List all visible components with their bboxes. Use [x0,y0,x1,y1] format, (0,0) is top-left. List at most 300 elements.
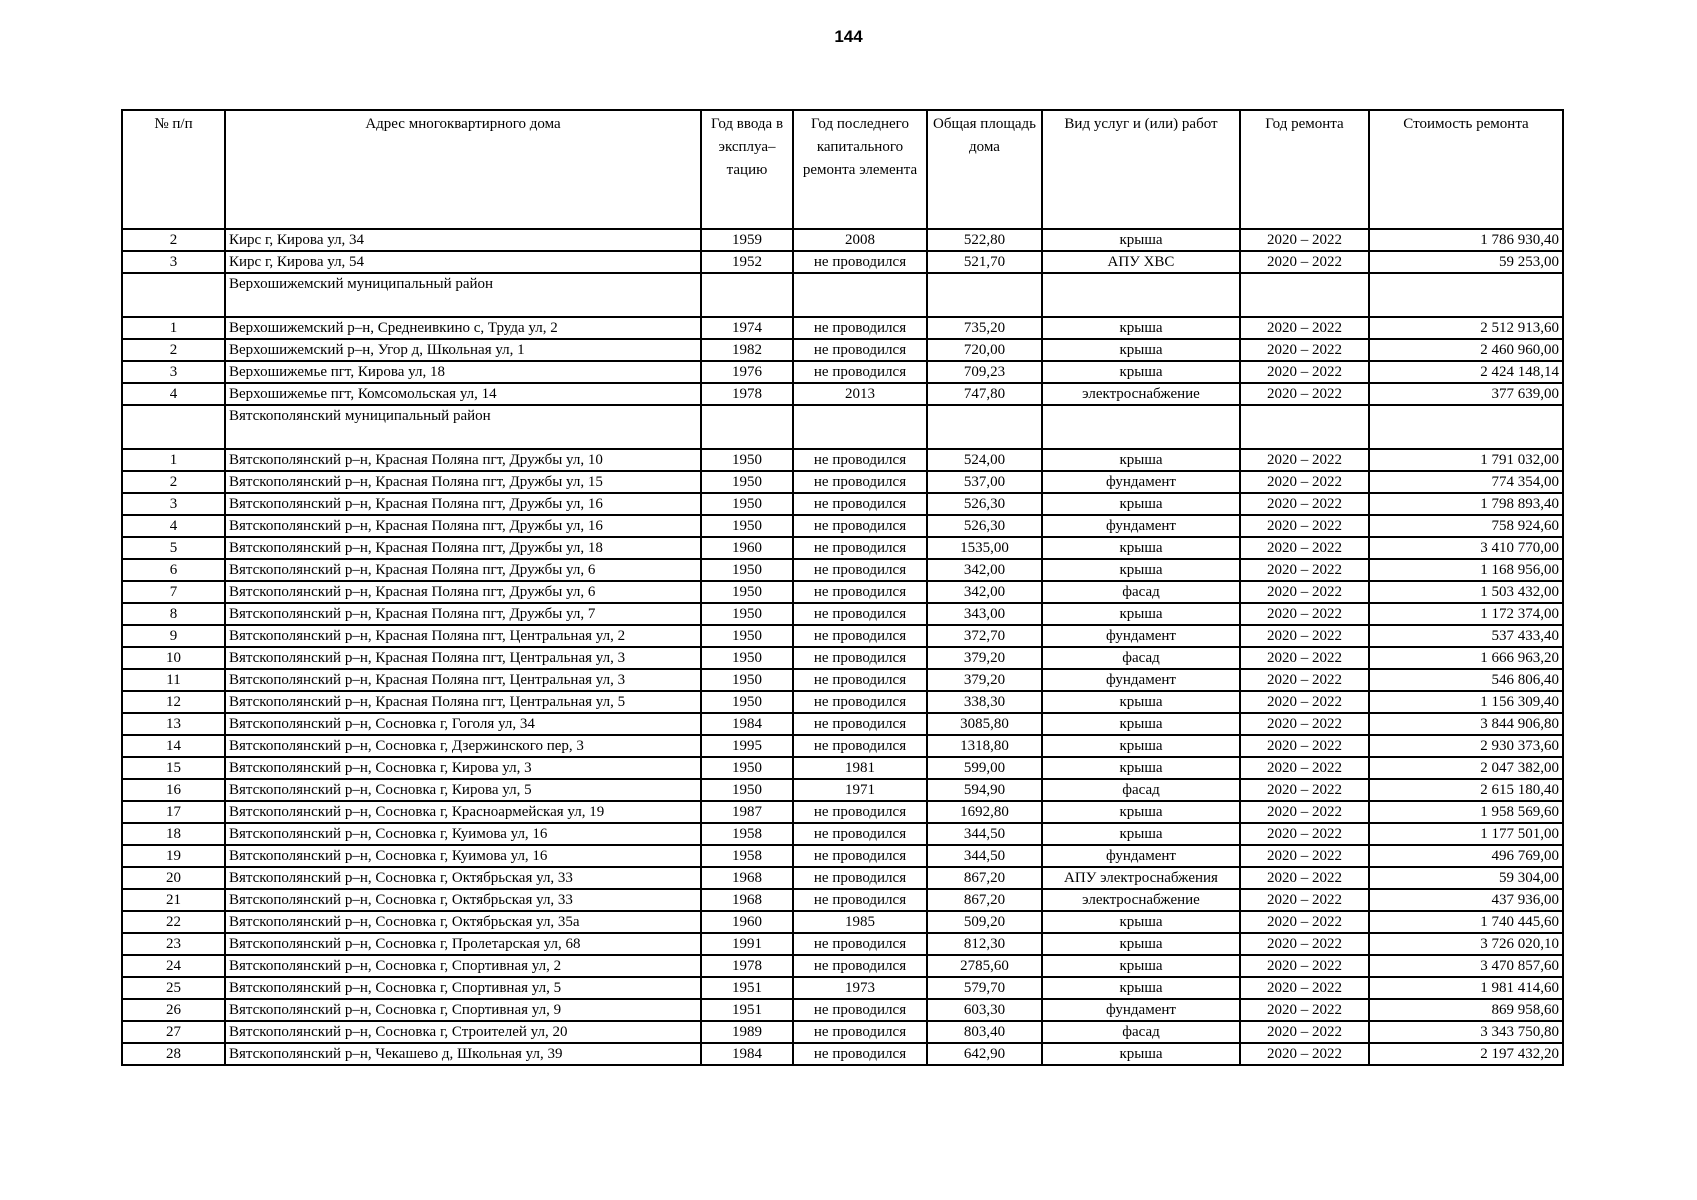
cell-year-built: 1968 [701,867,793,889]
cell-address: Вятскополянский р–н, Сосновка г, Спортивная ул, 2 [225,955,701,977]
cell-num: 16 [122,779,225,801]
cell-area: 379,20 [927,669,1042,691]
table-row [122,603,1563,625]
cell-last-repair: 2013 [793,383,927,405]
cell-service: крыша [1042,537,1240,559]
cell-year-built: 1950 [701,757,793,779]
cell-address: Вятскополянский р–н, Сосновка г, Куимова ул, 16 [225,823,701,845]
header-address: Адрес многоквартирного дома [225,110,701,229]
cell-address: Вятскополянский р–н, Красная Поляна пгт, Дружбы ул, 16 [225,515,701,537]
cell-cost: 2 460 960,00 [1369,339,1563,361]
cell-num: 4 [122,515,225,537]
cell-cost: 869 958,60 [1369,999,1563,1021]
table-row [122,339,1563,361]
cell-last-repair: не проводился [793,801,927,823]
cell-address: Верхошижемье пгт, Комсомольская ул, 14 [225,383,701,405]
header-cost: Стоимость ремонта [1369,110,1563,229]
table-row [122,317,1563,339]
cell-cost: 774 354,00 [1369,471,1563,493]
cell-area: 344,50 [927,823,1042,845]
cell-last-repair: не проводился [793,1043,927,1065]
cell-area: 526,30 [927,515,1042,537]
cell-address: Вятскополянский р–н, Красная Поляна пгт, Центральная ул, 3 [225,669,701,691]
table-row [122,867,1563,889]
cell-service: фундамент [1042,669,1240,691]
cell-service: АПУ ХВС [1042,251,1240,273]
cell-last-repair: 2008 [793,229,927,251]
cell-cost: 1 798 893,40 [1369,493,1563,515]
cell-area: 342,00 [927,559,1042,581]
cell-address: Вятскополянский р–н, Сосновка г, Кирова ул, 3 [225,757,701,779]
cell-address: Вятскополянский р–н, Красная Поляна пгт, Дружбы ул, 7 [225,603,701,625]
section-empty-cell [122,273,225,317]
cell-repair-year: 2020 – 2022 [1240,823,1369,845]
section-empty-cell [701,405,793,449]
cell-area: 522,80 [927,229,1042,251]
cell-repair-year: 2020 – 2022 [1240,911,1369,933]
section-empty-cell [1240,273,1369,317]
cell-repair-year: 2020 – 2022 [1240,625,1369,647]
cell-service: фундамент [1042,625,1240,647]
cell-address: Вятскополянский р–н, Красная Поляна пгт, Дружбы ул, 6 [225,581,701,603]
cell-last-repair: не проводился [793,449,927,471]
cell-service: крыша [1042,229,1240,251]
cell-year-built: 1976 [701,361,793,383]
cell-repair-year: 2020 – 2022 [1240,581,1369,603]
cell-cost: 1 503 432,00 [1369,581,1563,603]
table-row [122,625,1563,647]
cell-num: 24 [122,955,225,977]
cell-address: Вятскополянский р–н, Сосновка г, Октябрьская ул, 33 [225,867,701,889]
cell-area: 1535,00 [927,537,1042,559]
cell-last-repair: не проводился [793,691,927,713]
table-row [122,735,1563,757]
table-row [122,933,1563,955]
cell-last-repair: не проводился [793,251,927,273]
cell-repair-year: 2020 – 2022 [1240,757,1369,779]
cell-year-built: 1974 [701,317,793,339]
cell-num: 3 [122,493,225,515]
table-row [122,801,1563,823]
table-row [122,977,1563,999]
cell-num: 3 [122,251,225,273]
cell-cost: 496 769,00 [1369,845,1563,867]
cell-year-built: 1950 [701,691,793,713]
cell-year-built: 1950 [701,493,793,515]
cell-last-repair: не проводился [793,889,927,911]
cell-num: 19 [122,845,225,867]
cell-repair-year: 2020 – 2022 [1240,537,1369,559]
cell-last-repair: не проводился [793,735,927,757]
cell-address: Кирс г, Кирова ул, 54 [225,251,701,273]
cell-area: 372,70 [927,625,1042,647]
section-title: Верхошижемский муниципальный район [225,273,701,317]
cell-service: фасад [1042,1021,1240,1043]
cell-cost: 2 197 432,20 [1369,1043,1563,1065]
cell-repair-year: 2020 – 2022 [1240,559,1369,581]
cell-year-built: 1989 [701,1021,793,1043]
cell-year-built: 1950 [701,647,793,669]
cell-service: крыша [1042,955,1240,977]
cell-last-repair: не проводился [793,361,927,383]
cell-repair-year: 2020 – 2022 [1240,801,1369,823]
cell-num: 11 [122,669,225,691]
cell-num: 8 [122,603,225,625]
cell-num: 14 [122,735,225,757]
cell-address: Вятскополянский р–н, Красная Поляна пгт, Центральная ул, 3 [225,647,701,669]
cell-num: 20 [122,867,225,889]
cell-area: 594,90 [927,779,1042,801]
cell-last-repair: не проводился [793,647,927,669]
cell-cost: 1 168 956,00 [1369,559,1563,581]
section-row [122,273,1563,317]
cell-service: электроснабжение [1042,889,1240,911]
cell-service: крыша [1042,493,1240,515]
table-row [122,845,1563,867]
cell-service: крыша [1042,1043,1240,1065]
cell-repair-year: 2020 – 2022 [1240,691,1369,713]
section-empty-cell [793,273,927,317]
cell-num: 2 [122,471,225,493]
cell-cost: 2 615 180,40 [1369,779,1563,801]
cell-area: 537,00 [927,471,1042,493]
cell-last-repair: не проводился [793,581,927,603]
cell-service: крыша [1042,713,1240,735]
cell-cost: 1 666 963,20 [1369,647,1563,669]
cell-repair-year: 2020 – 2022 [1240,317,1369,339]
cell-year-built: 1984 [701,1043,793,1065]
cell-repair-year: 2020 – 2022 [1240,999,1369,1021]
cell-num: 1 [122,317,225,339]
cell-cost: 3 343 750,80 [1369,1021,1563,1043]
table-row [122,449,1563,471]
cell-address: Вятскополянский р–н, Сосновка г, Строителей ул, 20 [225,1021,701,1043]
cell-area: 867,20 [927,889,1042,911]
section-empty-cell [1369,273,1563,317]
table-row [122,955,1563,977]
cell-address: Вятскополянский р–н, Чекашево д, Школьная ул, 39 [225,1043,701,1065]
cell-num: 5 [122,537,225,559]
cell-last-repair: не проводился [793,603,927,625]
header-year-built: Год ввода в эксплуа–тацию [701,110,793,229]
cell-repair-year: 2020 – 2022 [1240,977,1369,999]
section-row [122,405,1563,449]
cell-num: 7 [122,581,225,603]
section-empty-cell [1042,405,1240,449]
cell-year-built: 1950 [701,515,793,537]
table-row [122,1021,1563,1043]
table-row [122,251,1563,273]
cell-num: 9 [122,625,225,647]
cell-year-built: 1952 [701,251,793,273]
cell-num: 21 [122,889,225,911]
cell-cost: 1 786 930,40 [1369,229,1563,251]
cell-service: крыша [1042,449,1240,471]
cell-num: 4 [122,383,225,405]
cell-area: 867,20 [927,867,1042,889]
cell-year-built: 1978 [701,383,793,405]
cell-service: крыша [1042,933,1240,955]
cell-year-built: 1960 [701,537,793,559]
cell-service: фасад [1042,581,1240,603]
table-body [122,229,1563,1065]
cell-num: 2 [122,339,225,361]
header-area: Общая площадь дома [927,110,1042,229]
section-empty-cell [927,273,1042,317]
cell-address: Вятскополянский р–н, Сосновка г, Октябрьская ул, 33 [225,889,701,911]
cell-area: 579,70 [927,977,1042,999]
cell-cost: 3 470 857,60 [1369,955,1563,977]
cell-address: Вятскополянский р–н, Красная Поляна пгт, Дружбы ул, 16 [225,493,701,515]
cell-address: Вятскополянский р–н, Красная Поляна пгт, Дружбы ул, 6 [225,559,701,581]
cell-service: фасад [1042,779,1240,801]
cell-service: крыша [1042,757,1240,779]
cell-repair-year: 2020 – 2022 [1240,383,1369,405]
cell-service: крыша [1042,603,1240,625]
cell-year-built: 1959 [701,229,793,251]
cell-last-repair: не проводился [793,845,927,867]
cell-area: 803,40 [927,1021,1042,1043]
cell-year-built: 1991 [701,933,793,955]
cell-year-built: 1958 [701,823,793,845]
header-repair-year: Год ремонта [1240,110,1369,229]
cell-last-repair: не проводился [793,515,927,537]
cell-area: 720,00 [927,339,1042,361]
cell-cost: 546 806,40 [1369,669,1563,691]
cell-repair-year: 2020 – 2022 [1240,449,1369,471]
cell-address: Вятскополянский р–н, Красная Поляна пгт, Дружбы ул, 15 [225,471,701,493]
cell-last-repair: 1971 [793,779,927,801]
cell-last-repair: не проводился [793,317,927,339]
cell-area: 509,20 [927,911,1042,933]
cell-address: Вятскополянский р–н, Красная Поляна пгт, Дружбы ул, 10 [225,449,701,471]
cell-year-built: 1950 [701,603,793,625]
section-empty-cell [1369,405,1563,449]
cell-num: 15 [122,757,225,779]
cell-service: крыша [1042,977,1240,999]
table-row [122,493,1563,515]
cell-repair-year: 2020 – 2022 [1240,515,1369,537]
cell-address: Вятскополянский р–н, Красная Поляна пгт, Центральная ул, 2 [225,625,701,647]
cell-area: 603,30 [927,999,1042,1021]
cell-last-repair: 1985 [793,911,927,933]
cell-service: фундамент [1042,471,1240,493]
cell-repair-year: 2020 – 2022 [1240,1043,1369,1065]
cell-last-repair: не проводился [793,669,927,691]
cell-year-built: 1960 [701,911,793,933]
cell-service: АПУ электроснабжения [1042,867,1240,889]
cell-repair-year: 2020 – 2022 [1240,251,1369,273]
cell-service: крыша [1042,801,1240,823]
cell-service: крыша [1042,339,1240,361]
table-row [122,537,1563,559]
cell-num: 1 [122,449,225,471]
cell-service: крыша [1042,823,1240,845]
cell-year-built: 1987 [701,801,793,823]
cell-year-built: 1968 [701,889,793,911]
table-row [122,691,1563,713]
cell-last-repair: не проводился [793,493,927,515]
cell-address: Вятскополянский р–н, Сосновка г, Спортивная ул, 5 [225,977,701,999]
cell-year-built: 1951 [701,977,793,999]
cell-area: 524,00 [927,449,1042,471]
cell-service: крыша [1042,361,1240,383]
table-row [122,911,1563,933]
page-number: 144 [834,27,863,46]
cell-address: Верхошижемье пгт, Кирова ул, 18 [225,361,701,383]
cell-num: 22 [122,911,225,933]
table-row [122,471,1563,493]
cell-area: 2785,60 [927,955,1042,977]
cell-area: 709,23 [927,361,1042,383]
cell-area: 343,00 [927,603,1042,625]
cell-year-built: 1950 [701,669,793,691]
cell-address: Вятскополянский р–н, Сосновка г, Пролетарская ул, 68 [225,933,701,955]
cell-address: Верхошижемский р–н, Угор д, Школьная ул, 1 [225,339,701,361]
cell-repair-year: 2020 – 2022 [1240,647,1369,669]
table-row [122,647,1563,669]
cell-cost: 1 958 569,60 [1369,801,1563,823]
cell-area: 344,50 [927,845,1042,867]
table-row [122,361,1563,383]
cell-repair-year: 2020 – 2022 [1240,471,1369,493]
table-row [122,229,1563,251]
cell-service: фундамент [1042,999,1240,1021]
cell-area: 1692,80 [927,801,1042,823]
cell-repair-year: 2020 – 2022 [1240,867,1369,889]
cell-cost: 537 433,40 [1369,625,1563,647]
cell-area: 1318,80 [927,735,1042,757]
cell-num: 18 [122,823,225,845]
cell-address: Вятскополянский р–н, Сосновка г, Спортивная ул, 9 [225,999,701,1021]
table-row [122,757,1563,779]
cell-year-built: 1984 [701,713,793,735]
cell-cost: 3 726 020,10 [1369,933,1563,955]
cell-cost: 3 410 770,00 [1369,537,1563,559]
cell-repair-year: 2020 – 2022 [1240,735,1369,757]
cell-service: фундамент [1042,845,1240,867]
cell-last-repair: не проводился [793,999,927,1021]
cell-num: 26 [122,999,225,1021]
cell-address: Кирс г, Кирова ул, 34 [225,229,701,251]
cell-area: 338,30 [927,691,1042,713]
section-empty-cell [793,405,927,449]
cell-num: 6 [122,559,225,581]
cell-area: 735,20 [927,317,1042,339]
cell-address: Верхошижемский р–н, Среднеивкино с, Труда ул, 2 [225,317,701,339]
cell-repair-year: 2020 – 2022 [1240,603,1369,625]
table-row [122,1043,1563,1065]
cell-last-repair: не проводился [793,713,927,735]
repair-registry-table [121,109,1564,1066]
cell-service: фундамент [1042,515,1240,537]
cell-cost: 1 740 445,60 [1369,911,1563,933]
cell-repair-year: 2020 – 2022 [1240,669,1369,691]
cell-cost: 1 156 309,40 [1369,691,1563,713]
cell-repair-year: 2020 – 2022 [1240,339,1369,361]
cell-repair-year: 2020 – 2022 [1240,229,1369,251]
cell-service: крыша [1042,691,1240,713]
cell-area: 379,20 [927,647,1042,669]
cell-service: крыша [1042,735,1240,757]
cell-cost: 1 791 032,00 [1369,449,1563,471]
table-row [122,999,1563,1021]
cell-service: электроснабжение [1042,383,1240,405]
cell-year-built: 1950 [701,559,793,581]
cell-area: 642,90 [927,1043,1042,1065]
cell-num: 10 [122,647,225,669]
cell-address: Вятскополянский р–н, Сосновка г, Красноармейская ул, 19 [225,801,701,823]
cell-address: Вятскополянский р–н, Сосновка г, Гоголя ул, 34 [225,713,701,735]
cell-num: 2 [122,229,225,251]
cell-repair-year: 2020 – 2022 [1240,713,1369,735]
cell-address: Вятскополянский р–н, Сосновка г, Куимова ул, 16 [225,845,701,867]
section-empty-cell [122,405,225,449]
cell-cost: 437 936,00 [1369,889,1563,911]
cell-repair-year: 2020 – 2022 [1240,955,1369,977]
cell-last-repair: 1973 [793,977,927,999]
cell-last-repair: не проводился [793,1021,927,1043]
cell-area: 342,00 [927,581,1042,603]
cell-area: 526,30 [927,493,1042,515]
cell-last-repair: не проводился [793,537,927,559]
section-title: Вятскополянский муниципальный район [225,405,701,449]
header-num: № п/п [122,110,225,229]
cell-address: Вятскополянский р–н, Сосновка г, Октябрьская ул, 35а [225,911,701,933]
cell-num: 13 [122,713,225,735]
cell-year-built: 1950 [701,779,793,801]
cell-area: 812,30 [927,933,1042,955]
cell-area: 599,00 [927,757,1042,779]
cell-repair-year: 2020 – 2022 [1240,933,1369,955]
table-header [122,110,1563,229]
table-row [122,713,1563,735]
cell-num: 28 [122,1043,225,1065]
header-service: Вид услуг и (или) работ [1042,110,1240,229]
cell-cost: 2 047 382,00 [1369,757,1563,779]
cell-address: Вятскополянский р–н, Красная Поляна пгт, Центральная ул, 5 [225,691,701,713]
cell-year-built: 1958 [701,845,793,867]
cell-last-repair: не проводился [793,823,927,845]
cell-year-built: 1995 [701,735,793,757]
cell-last-repair: не проводился [793,867,927,889]
table-row [122,889,1563,911]
cell-cost: 758 924,60 [1369,515,1563,537]
cell-last-repair: не проводился [793,955,927,977]
cell-cost: 1 172 374,00 [1369,603,1563,625]
cell-repair-year: 2020 – 2022 [1240,1021,1369,1043]
cell-year-built: 1950 [701,449,793,471]
cell-year-built: 1978 [701,955,793,977]
cell-last-repair: не проводился [793,933,927,955]
cell-cost: 1 981 414,60 [1369,977,1563,999]
section-empty-cell [927,405,1042,449]
cell-service: крыша [1042,559,1240,581]
cell-area: 3085,80 [927,713,1042,735]
cell-service: крыша [1042,911,1240,933]
cell-cost: 3 844 906,80 [1369,713,1563,735]
section-empty-cell [1042,273,1240,317]
cell-last-repair: не проводился [793,559,927,581]
cell-cost: 377 639,00 [1369,383,1563,405]
cell-cost: 2 424 148,14 [1369,361,1563,383]
cell-year-built: 1950 [701,625,793,647]
table-row [122,581,1563,603]
cell-service: крыша [1042,317,1240,339]
cell-cost: 2 512 913,60 [1369,317,1563,339]
cell-service: фасад [1042,647,1240,669]
table-row [122,515,1563,537]
